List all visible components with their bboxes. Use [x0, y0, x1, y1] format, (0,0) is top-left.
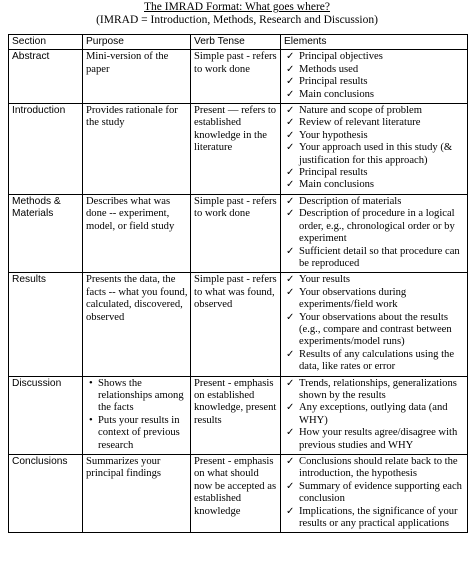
- element-item: ✓ Main conclusions: [284, 89, 465, 101]
- element-item: ✓ How your results agree/disagree with previous studies and WHY: [284, 427, 465, 452]
- element-item: ✓ Description of procedure in a logical order, e.g., chronological order or by experiment: [284, 208, 465, 245]
- element-item: ✓ Your results: [284, 274, 465, 286]
- title-line-2: (IMRAD = Introduction, Methods, Research and Discussion): [96, 14, 378, 26]
- purpose-cell: Summarizes your principal findings: [83, 455, 191, 533]
- table-row: [9, 455, 468, 533]
- element-item: ✓ Summary of evidence supporting each conclusion: [284, 481, 465, 506]
- elements-cell: [281, 376, 468, 454]
- element-item: ✓ Description of materials: [284, 196, 465, 208]
- element-item: ✓ Nature and scope of problem: [284, 105, 465, 117]
- element-item: ✓ Main conclusions: [284, 179, 465, 191]
- elements-list: [284, 274, 465, 373]
- element-item: ✓ Principal results: [284, 167, 465, 179]
- tense-cell: Present — refers to established knowledge in the literature: [191, 104, 281, 195]
- section-cell: Discussion: [9, 376, 83, 454]
- section-cell: Results: [9, 273, 83, 376]
- purpose-cell: Provides rationale for the study: [83, 104, 191, 195]
- element-item: ✓ Principal results: [284, 76, 465, 88]
- tense-cell: Present - emphasis on what should now be accepted as established knowledge: [191, 455, 281, 533]
- elements-list: [284, 105, 465, 192]
- elements-list: [284, 51, 465, 101]
- document-title: [0, 0, 474, 27]
- elements-cell: [281, 273, 468, 376]
- element-item: ✓ Sufficient detail so that procedure can be reproduced: [284, 246, 465, 271]
- purpose-bullet: • Puts your results in context of previous research: [86, 415, 188, 452]
- header-row: [9, 35, 468, 50]
- element-item: ✓ Trends, relationships, generalizations shown by the results: [284, 378, 465, 403]
- elements-list: [284, 456, 465, 530]
- table-row: [9, 376, 468, 454]
- elements-cell: [281, 455, 468, 533]
- section-cell: Introduction: [9, 104, 83, 195]
- elements-list: [284, 378, 465, 452]
- purpose-bullet-list: [86, 378, 188, 452]
- table-row: [9, 194, 468, 272]
- element-item: ✓ Implications, the significance of your results or any practical applications: [284, 506, 465, 531]
- tense-cell: Simple past - refers to work done: [191, 50, 281, 104]
- section-cell: Conclusions: [9, 455, 83, 533]
- elements-cell: [281, 104, 468, 195]
- header-elements: Elements: [281, 35, 468, 50]
- section-cell: Methods & Materials: [9, 194, 83, 272]
- elements-list: [284, 196, 465, 270]
- purpose-cell: [83, 376, 191, 454]
- element-item: ✓ Results of any calculations using the data, like rates or error: [284, 349, 465, 374]
- element-item: ✓ Any exceptions, outlying data (and WHY): [284, 402, 465, 427]
- table-row: [9, 104, 468, 195]
- purpose-cell: Presents the data, the facts -- what you found, calculated, discovered, observed: [83, 273, 191, 376]
- purpose-cell: Mini-version of the paper: [83, 50, 191, 104]
- element-item: ✓ Conclusions should relate back to the introduction, the hypothesis: [284, 456, 465, 481]
- element-item: ✓ Review of relevant literature: [284, 117, 465, 129]
- header-verb-tense: Verb Tense: [191, 35, 281, 50]
- purpose-cell: Describes what was done -- experiment, model, or field study: [83, 194, 191, 272]
- tense-cell: Simple past - refers to work done: [191, 194, 281, 272]
- table-row: [9, 273, 468, 376]
- element-item: ✓ Your observations about the results (e.g., compare and contrast between experiments/model runs): [284, 312, 465, 349]
- tense-cell: Simple past - refers to what was found, observed: [191, 273, 281, 376]
- element-item: ✓ Your observations during experiments/field work: [284, 287, 465, 312]
- section-cell: Abstract: [9, 50, 83, 104]
- title-line-1: The IMRAD Format: What goes where?: [144, 1, 330, 13]
- table-row: [9, 50, 468, 104]
- header-purpose: Purpose: [83, 35, 191, 50]
- tense-cell: Present - emphasis on established knowledge, present results: [191, 376, 281, 454]
- element-item: ✓ Your hypothesis: [284, 130, 465, 142]
- elements-cell: [281, 194, 468, 272]
- element-item: ✓ Principal objectives: [284, 51, 465, 63]
- elements-cell: [281, 50, 468, 104]
- purpose-bullet: • Shows the relationships among the facts: [86, 378, 188, 415]
- imrad-table: [8, 34, 468, 533]
- header-section: Section: [9, 35, 83, 50]
- element-item: ✓ Methods used: [284, 64, 465, 76]
- element-item: ✓ Your approach used in this study (& justification for this approach): [284, 142, 465, 167]
